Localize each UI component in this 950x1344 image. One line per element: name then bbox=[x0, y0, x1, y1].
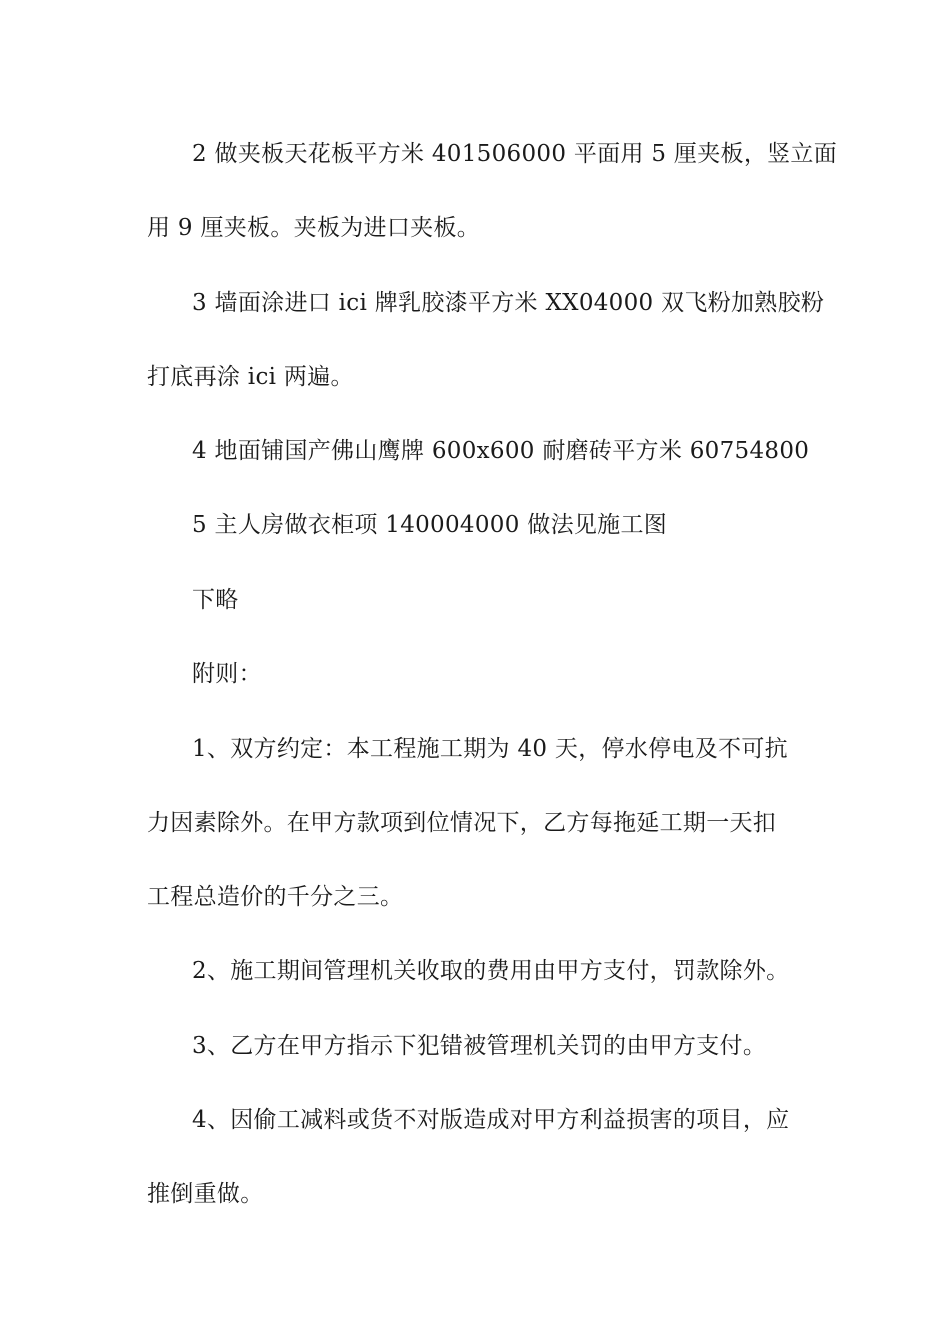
paragraph-line: 3、乙方在甲方指示下犯错被管理机关罚的由甲方支付。 bbox=[192, 1033, 767, 1059]
paragraph-line: 推倒重做。 bbox=[147, 1181, 264, 1207]
paragraph-line: 4、因偷工减料或货不对版造成对甲方利益损害的项目，应 bbox=[192, 1107, 790, 1133]
paragraph-line: 用 9 厘夹板。夹板为进口夹板。 bbox=[147, 215, 481, 241]
paragraph-line: 4 地面铺国产佛山鹰牌 600x600 耐磨砖平方米 60754800 bbox=[192, 438, 810, 464]
paragraph-line: 下略 bbox=[192, 587, 239, 613]
paragraph-line: 1、双方约定：本工程施工期为 40 天，停水停电及不可抗 bbox=[192, 736, 788, 762]
paragraph-line: 打底再涂 ici 两遍。 bbox=[147, 364, 354, 390]
paragraph-line: 2、施工期间管理机关收取的费用由甲方支付，罚款除外。 bbox=[192, 958, 790, 984]
paragraph-line: 2 做夹板天花板平方米 401506000 平面用 5 厘夹板，竖立面 bbox=[192, 141, 838, 167]
paragraph-line: 力因素除外。在甲方款项到位情况下，乙方每拖延工期一天扣 bbox=[147, 810, 777, 836]
paragraph-line: 3 墙面涂进口 ici 牌乳胶漆平方米 XX04000 双飞粉加熟胶粉 bbox=[192, 290, 825, 316]
paragraph-line: 工程总造价的千分之三。 bbox=[147, 884, 404, 910]
section-heading: 附则： bbox=[192, 661, 262, 687]
paragraph-line: 5 主人房做衣柜项 140004000 做法见施工图 bbox=[192, 512, 668, 538]
